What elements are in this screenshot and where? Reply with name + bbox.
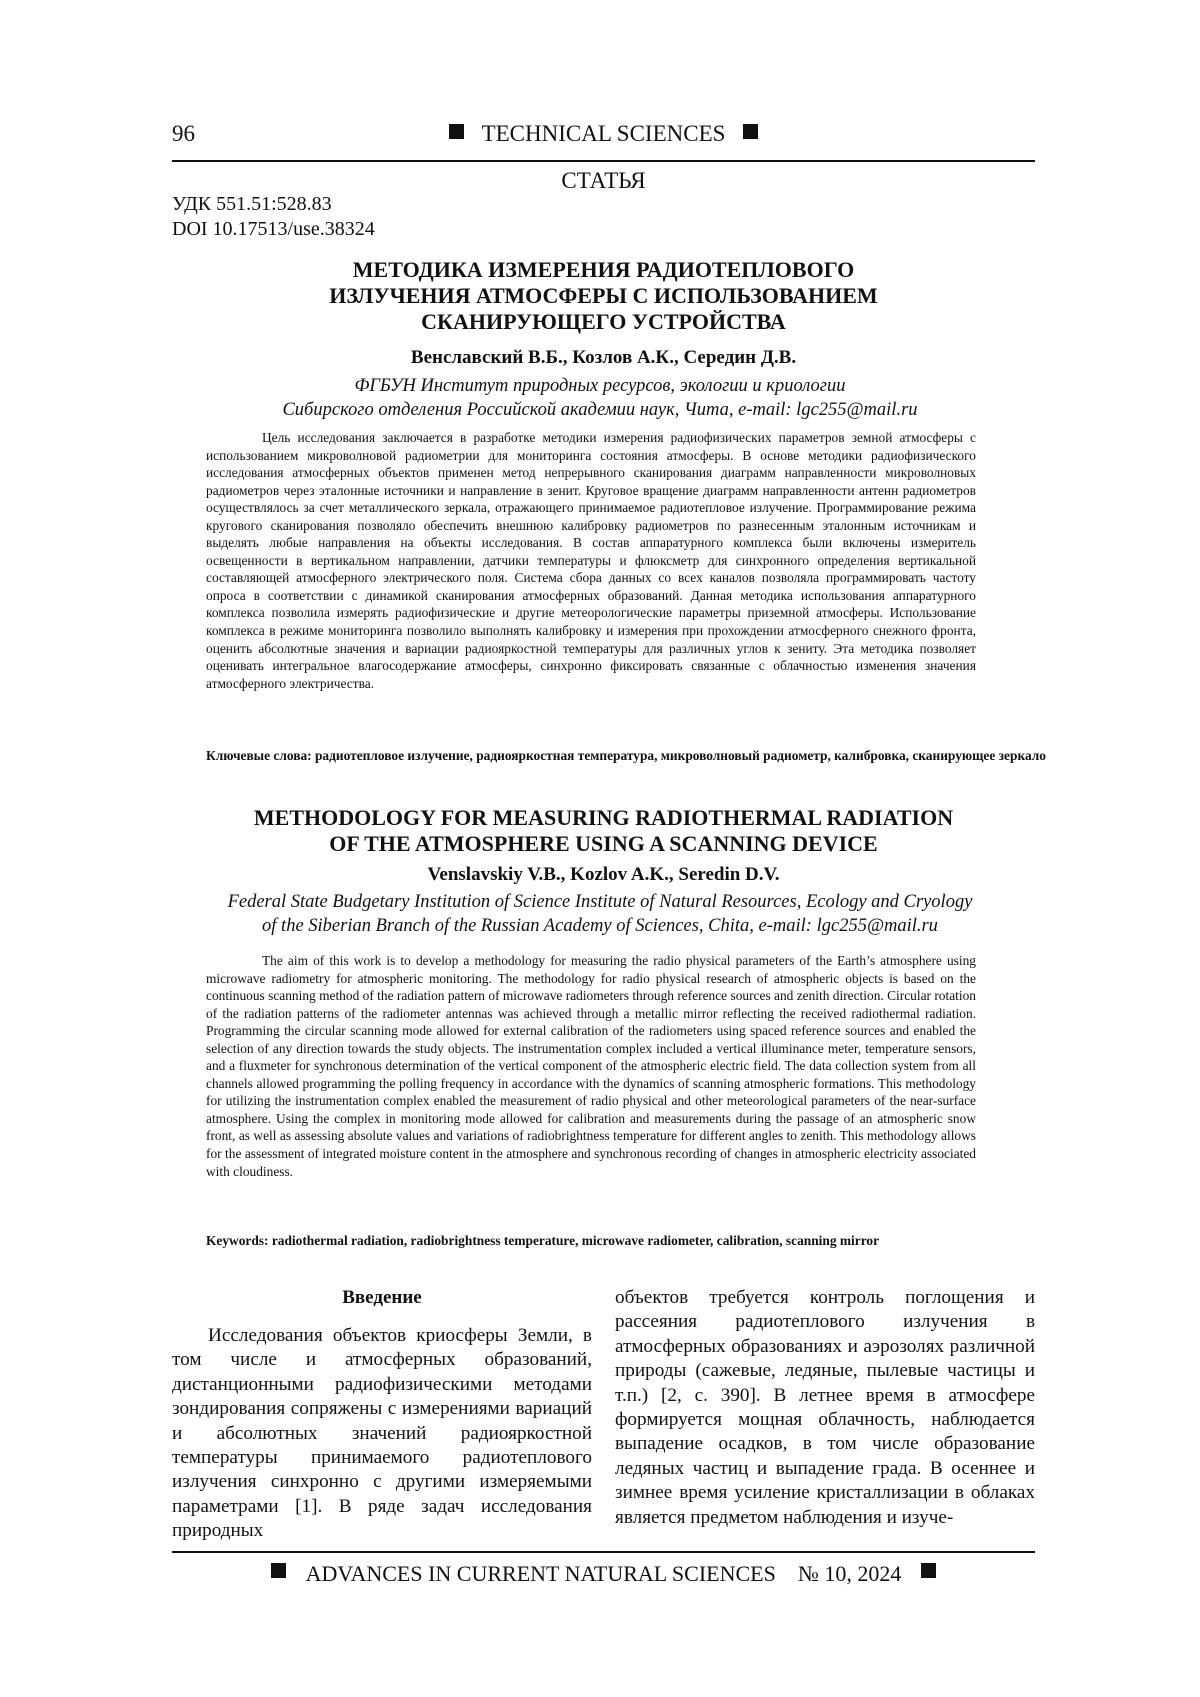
running-footer — [172, 1551, 1035, 1589]
keywords-en: Keywords: radiothermal radiation, radiobrightness temperature, microwave radiometer, calibration, scanning mirror — [206, 1233, 880, 1248]
abstract-ru: Цель исследования заключается в разработке методики измерения радиофизических параметров земной атмосферы с использованием микроволновой радиометрии для мониторинга состояния атмосферы. В основе методики радиофизического исследования атмосферных объектов применен метод непрерывного сканирования диаграмм направленности микроволновых радиометров через эталонные источники и направление в зенит. Круговое вращение диаграмм направленности антенн радиометров осуществлялось за счет металлического зеркала, отражающего принимаемое радиотепловое излучение. Программирование режима кругового сканирования позволяло обеспечить внешнюю калибровку радиометров по разнесенным эталонным источникам и выделять любые направления на объекты исследования. В состав аппаратурного комплекса были включены измеритель освещенности в вертикальном направлении, датчики температуры и флюксметр для синхронного определения вертикальной составляющей атмосферного электрического поля. Система сбора данных со всех каналов позволяла программировать частоту опроса в соответствии с динамикой сканирования атмосферных образований. Данная методика использования аппаратурного комплекса позволила измерять радиофизические и другие метеорологические параметры приземной атмосферы. Использование комплекса в режиме мониторинга позволило выполнять калибровку и измерения при прохождении атмосферного снежного фронта, оценить абсолютные значения и вариации радиояркостной температуры для различных углов к зениту. Эта методика позволяет оценивать интегральное влагосодержание атмосферы, синхронно фиксировать связанные с облачностью изменения значения атмосферного электричества. — [206, 430, 976, 691]
title-ru — [172, 257, 1035, 335]
affiliation-line: Federal State Budgetary Institution of Science Institute of Natural Resources, Ecology and Cryology — [227, 892, 973, 912]
authors-ru: Венславский В.Б., Козлов А.К., Середин Д.В. — [410, 347, 797, 368]
affiliation-line: ФГБУН Институт природных ресурсов, экологии и криологии — [354, 376, 846, 396]
title-line: METHODOLOGY FOR MEASURING RADIOTHERMAL RADIATION — [253, 805, 954, 830]
body-paragraph: Исследования объектов криосферы Земли, в том числе и атмосферных образований, дистанционными радиофизическими методами зондирования сопряжены с измерениями вариаций и абсолютных значений радиояркостной температуры принимаемого радиотеплового излучения синхронно с другими измеряемыми параметрами [1]. В ряде задач исследования природных — [172, 1325, 592, 1542]
body-column-right — [615, 1286, 1035, 1530]
title-en — [172, 805, 1035, 857]
issue-number: № 10, 2024 — [797, 1561, 902, 1586]
affiliation-line: of the Siberian Branch of the Russian Academy of Sciences, Chita, e-mail: lgc255@mail.ru — [262, 916, 938, 936]
affiliation-ru — [150, 374, 1050, 422]
running-header — [172, 120, 1035, 162]
section-heading-introduction: Введение — [342, 1287, 422, 1308]
body-column-left — [172, 1286, 592, 1544]
affiliation-line: Сибирского отделения Российской академии наук, Чита, e-mail: lgc255@mail.ru — [282, 400, 918, 420]
journal-section-label — [172, 120, 1035, 148]
page-number: 96 — [172, 121, 195, 146]
body-paragraph: объектов требуется контроль поглощения и рассеяния радиотеплового излучения в атмосферных образованиях и аэрозолях различной природы (сажевые, ледяные, пылевые частицы и т.п.) [2, с. 390]. В летнее время в атмосфере формируется мощная облачность, наблюдается выпадение осадков, в том числе образование ледяных частиц и выпадение града. В осеннее и зимнее время усиление кристаллизации в облаках является предметом наблюдения и изуче- — [615, 1287, 1035, 1528]
udk-code: УДК 551.51:528.83 — [172, 193, 332, 215]
title-line: СКАНИРУЮЩЕГО УСТРОЙСТВА — [421, 309, 786, 334]
authors-en: Venslavskiy V.B., Kozlov A.K., Seredin D.V. — [427, 864, 780, 885]
square-bullet-icon — [271, 1563, 286, 1578]
doi-link[interactable]: DOI 10.17513/use.38324 — [172, 218, 375, 240]
title-line: ИЗЛУЧЕНИЯ АТМОСФЕРЫ С ИСПОЛЬЗОВАНИЕМ — [329, 283, 878, 308]
affiliation-en — [150, 890, 1050, 938]
square-bullet-icon — [921, 1563, 936, 1578]
abstract-en: The aim of this work is to develop a methodology for measuring the radio physical parameters of the Earth’s atmosphere using microwave radiometry for atmospheric monitoring. The methodology for radio physical research of atmospheric objects is based on the continuous scanning method of the radiation pattern of microwave radiometers through reference sources and zenith direction. Circular rotation of the radiation patterns of the radiometer antennas was achieved through a metallic mirror reflecting the received radiothermal radiation. Programming the circular scanning mode allowed for external calibration of the radiometers using spaced reference sources and enabled the selection of any direction towards the study objects. The instrumentation complex included a vertical illuminance meter, temperature sensors, and a fluxmeter for synchronous determination of the vertical component of the atmospheric electric field. The data collection system from all channels allowed programming the polling frequency in accordance with the dynamics of scanning atmospheric formations. This methodology for utilizing the instrumentation complex enabled the measurement of radio physical and other meteorological parameters of the near-surface atmosphere. Using the complex in monitoring mode allowed for calibration and measurements during the passage of an atmospheric snow front, as well as assessing absolute values and variations of radiobrightness temperature for different angles to zenith. This methodology allows for the assessment of integrated moisture content in the atmosphere and synchronous recording of changes in atmospheric electricity associated with cloudiness. — [206, 953, 976, 1179]
square-bullet-icon — [743, 124, 758, 139]
square-bullet-icon — [449, 124, 464, 139]
title-line: OF THE ATMOSPHERE USING A SCANNING DEVICE — [329, 831, 878, 856]
title-line: МЕТОДИКА ИЗМЕРЕНИЯ РАДИОТЕПЛОВОГО — [352, 257, 855, 282]
journal-name: ADVANCES IN CURRENT NATURAL SCIENCES — [305, 1561, 776, 1586]
article-type: СТАТЬЯ — [561, 168, 646, 193]
keywords-ru: Ключевые слова: радиотепловое излучение, радиояркостная температура, микроволновый радиометр, калибровка, сканирующее зеркало — [206, 748, 1046, 763]
footer-label — [172, 1560, 1035, 1588]
section-name: TECHNICAL SCIENCES — [481, 121, 726, 146]
